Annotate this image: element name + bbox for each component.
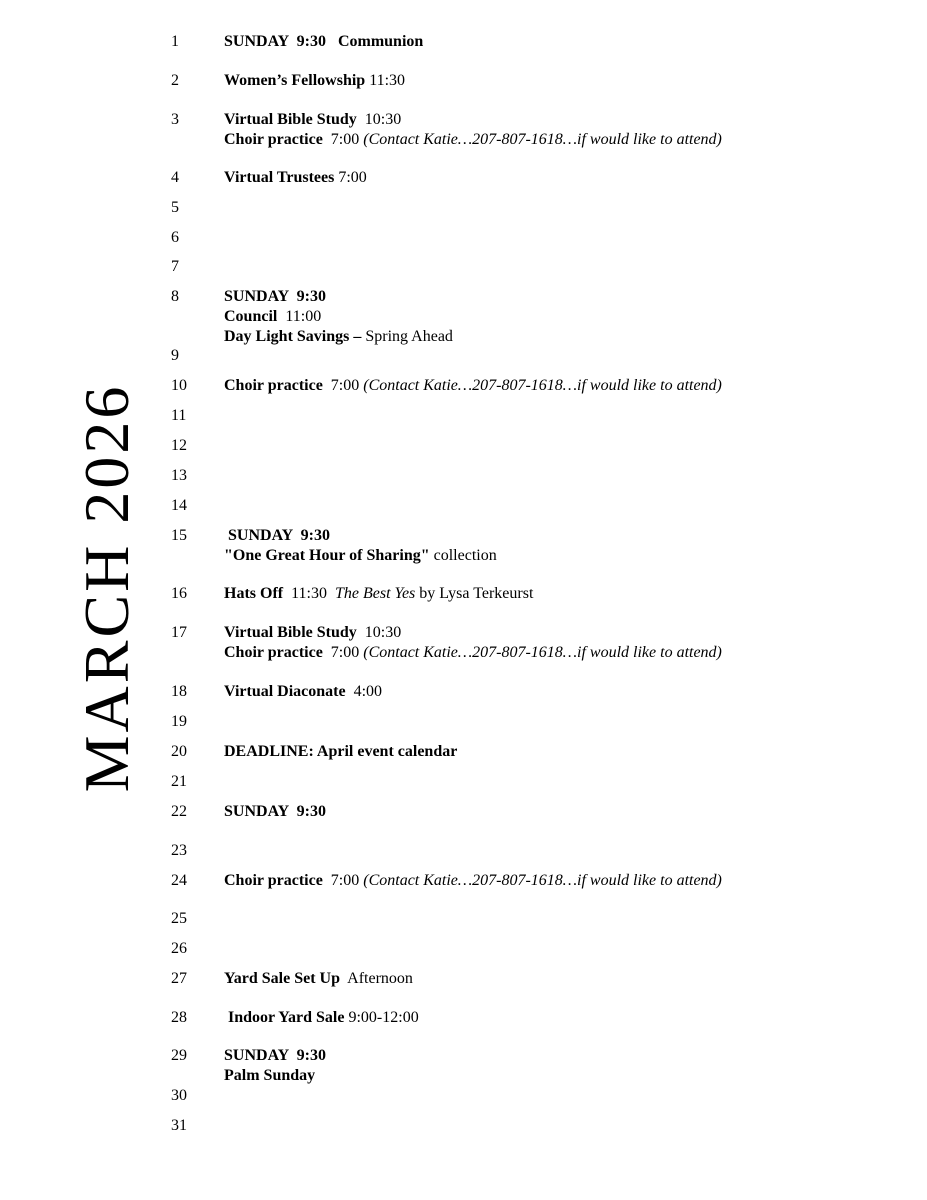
event-day-29 bbox=[224, 1046, 326, 1086]
event-label: Virtual Bible Study bbox=[224, 624, 357, 641]
event-label: Virtual Bible Study bbox=[224, 111, 357, 128]
event-label: Choir practice bbox=[224, 377, 323, 394]
event-day-15 bbox=[224, 526, 497, 566]
event-virtual-diaconate bbox=[224, 682, 382, 702]
event-time: 10:30 bbox=[356, 111, 402, 128]
event-label: Day Light Savings – bbox=[224, 328, 362, 345]
day-number: 1 bbox=[171, 33, 179, 50]
day-number: 4 bbox=[171, 169, 179, 186]
day-number: 3 bbox=[171, 111, 179, 128]
event-sunday bbox=[224, 526, 497, 546]
contact-note: (Contact Katie…207-807-1618…if would like to attend) bbox=[363, 377, 722, 394]
day-number: 31 bbox=[171, 1117, 187, 1134]
day-number: 10 bbox=[171, 377, 187, 394]
event-label: Virtual Diaconate bbox=[224, 683, 346, 700]
day-number: 9 bbox=[171, 347, 179, 364]
event-palm-sunday bbox=[224, 1066, 326, 1086]
event-time: 11:30 bbox=[283, 585, 335, 602]
event-time: Afternoon bbox=[340, 970, 413, 987]
event-virtual-bible-study bbox=[224, 110, 722, 130]
event-label: DEADLINE: April event calendar bbox=[224, 743, 458, 760]
event-sunday bbox=[224, 802, 326, 822]
event-label: Indoor Yard Sale bbox=[228, 1009, 345, 1026]
event-time: 7:00 bbox=[322, 872, 364, 889]
event-choir-practice bbox=[224, 643, 722, 663]
day-number: 5 bbox=[171, 199, 179, 216]
event-time: 11:00 bbox=[277, 308, 322, 325]
event-label: Choir practice bbox=[224, 131, 323, 148]
event-time: 7:00 bbox=[322, 131, 364, 148]
contact-note: (Contact Katie…207-807-1618…if would like to attend) bbox=[363, 644, 722, 661]
day-number: 18 bbox=[171, 683, 187, 700]
event-time: 10:30 bbox=[356, 624, 402, 641]
event-day-3 bbox=[224, 110, 722, 150]
event-time: 7:00 bbox=[334, 169, 367, 186]
event-label: SUNDAY 9:30 bbox=[224, 803, 326, 820]
event-yard-sale-setup bbox=[224, 969, 413, 989]
event-time: 9:00-12:00 bbox=[344, 1009, 419, 1026]
event-day-8 bbox=[224, 287, 453, 347]
event-detail: Spring Ahead bbox=[361, 328, 453, 345]
event-sunday bbox=[224, 1046, 326, 1066]
day-number: 17 bbox=[171, 624, 187, 641]
day-number: 16 bbox=[171, 585, 187, 602]
day-number: 6 bbox=[171, 229, 179, 246]
event-label: Hats Off bbox=[224, 585, 284, 602]
event-sunday bbox=[224, 287, 453, 307]
event-virtual-bible-study bbox=[224, 623, 722, 643]
event-label: SUNDAY 9:30 Communion bbox=[224, 33, 424, 50]
event-label: SUNDAY 9:30 bbox=[224, 1047, 326, 1064]
day-number: 19 bbox=[171, 713, 187, 730]
event-label: Virtual Trustees bbox=[224, 169, 335, 186]
day-number: 11 bbox=[171, 407, 187, 424]
event-choir-practice bbox=[224, 130, 722, 150]
day-number: 15 bbox=[171, 527, 187, 544]
day-number: 2 bbox=[171, 72, 179, 89]
event-label: Palm Sunday bbox=[224, 1067, 316, 1084]
day-number: 21 bbox=[171, 773, 187, 790]
event-label: SUNDAY 9:30 bbox=[224, 288, 326, 305]
event-time: 11:30 bbox=[365, 72, 406, 89]
event-label: Choir practice bbox=[224, 872, 323, 889]
event-deadline bbox=[224, 742, 457, 762]
event-virtual-trustees bbox=[224, 168, 367, 188]
event-day-17 bbox=[224, 623, 722, 663]
day-number: 12 bbox=[171, 437, 187, 454]
day-number: 27 bbox=[171, 970, 187, 987]
event-label: Yard Sale Set Up bbox=[224, 970, 341, 987]
day-number: 29 bbox=[171, 1047, 187, 1064]
event-hats-off bbox=[224, 584, 533, 604]
day-number: 22 bbox=[171, 803, 187, 820]
day-number: 14 bbox=[171, 497, 187, 514]
event-womens-fellowship bbox=[224, 71, 405, 91]
day-number: 13 bbox=[171, 467, 187, 484]
day-number: 28 bbox=[171, 1009, 187, 1026]
event-time: 7:00 bbox=[322, 377, 364, 394]
day-number: 25 bbox=[171, 910, 187, 927]
day-number: 7 bbox=[171, 258, 179, 275]
event-choir-practice bbox=[224, 376, 722, 396]
event-label: SUNDAY 9:30 bbox=[228, 527, 330, 544]
event-sunday-communion bbox=[224, 32, 423, 52]
day-number: 30 bbox=[171, 1087, 187, 1104]
event-label: Choir practice bbox=[224, 644, 323, 661]
event-council bbox=[224, 307, 453, 327]
event-label: Council bbox=[224, 308, 278, 325]
event-one-great-hour bbox=[224, 546, 497, 566]
contact-note: (Contact Katie…207-807-1618…if would like to attend) bbox=[363, 131, 722, 148]
day-number: 20 bbox=[171, 743, 187, 760]
contact-note: (Contact Katie…207-807-1618…if would like to attend) bbox=[363, 872, 722, 889]
month-title: MARCH 2026 bbox=[71, 383, 142, 793]
event-label: Women’s Fellowship bbox=[224, 72, 366, 89]
day-number: 24 bbox=[171, 872, 187, 889]
event-time: 4:00 bbox=[345, 683, 383, 700]
book-author: by Lysa Terkeurst bbox=[415, 585, 534, 602]
day-number: 23 bbox=[171, 842, 187, 859]
event-choir-practice bbox=[224, 871, 722, 891]
event-time: 7:00 bbox=[322, 644, 364, 661]
event-indoor-yard-sale bbox=[228, 1008, 419, 1028]
book-title: The Best Yes bbox=[334, 585, 416, 602]
event-label: "One Great Hour of Sharing" bbox=[224, 547, 430, 564]
day-number: 8 bbox=[171, 288, 179, 305]
event-detail: collection bbox=[429, 547, 497, 564]
event-daylight-savings bbox=[224, 327, 453, 347]
day-number: 26 bbox=[171, 940, 187, 957]
